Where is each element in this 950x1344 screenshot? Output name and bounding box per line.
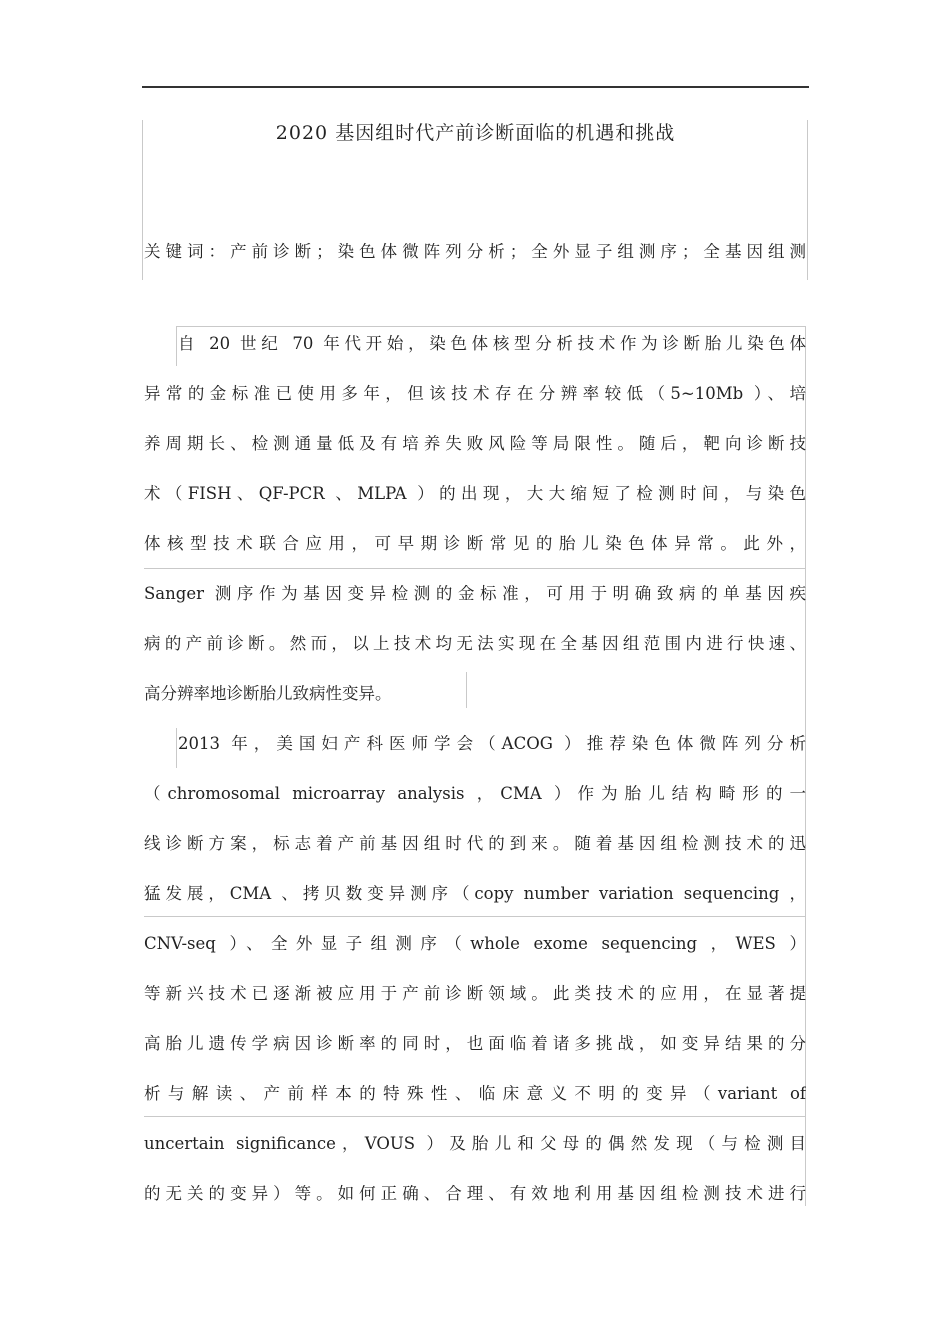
document-title: 2020 基因组时代产前诊断面临的机遇和挑战 [275,122,676,144]
text-line: 的无关的变异）等。如何正确、合理、有效地利用基因组检测技术进行 [144,1184,806,1203]
paragraph-end-marker [466,672,467,708]
text-line: 自 20 世纪 70 年代开始，染色体核型分析技术作为诊断胎儿染色体 [178,334,806,353]
indent-marker-2 [176,728,177,768]
text-line: 等新兴技术已逐渐被应用于产前诊断领域。此类技术的应用，在显著提 [144,984,806,1003]
text-line: 术（FISH、QF-PCR 、MLPA ）的出现，大大缩短了检测时间，与染色 [144,484,806,503]
text-line: 异常的金标准已使用多年，但该技术存在分辨率较低（5~10Mb ）、培 [144,384,806,403]
indent-marker-1 [176,326,177,366]
text-right-border [805,326,806,1206]
text-line: 线诊断方案，标志着产前基因组时代的到来。随着基因组检测技术的迅 [144,834,806,853]
row-divider [176,326,806,327]
text-line: 析与解读、产前样本的特殊性、临床意义不明的变异（variant of [144,1084,806,1103]
text-line: 高分辨率地诊断胎儿致病性变异。 [144,684,392,703]
text-line: 2013 年，美国妇产科医师学会（ACOG ）推荐染色体微阵列分析 [178,734,806,753]
text-line: Sanger 测序作为基因变异检测的金标准，可用于明确致病的单基因疾 [144,584,806,603]
text-line: CNV-seq ）、全外显子组测序（whole exome sequencing ，WES ） [144,934,806,953]
text-line: 体核型技术联合应用，可早期诊断常见的胎儿染色体异常。此外， [144,534,806,553]
text-line: （chromosomal microarray analysis ，CMA ）作为胎儿结构畸形的一 [144,784,806,803]
text-line: uncertain significance，VOUS ）及胎儿和父母的偶然发现（与检测目 [144,1134,806,1153]
header-rule [142,86,809,88]
row-divider [144,1116,806,1117]
text-line: 养周期长、检测通量低及有培养失败风险等局限性。随后，靶向诊断技 [144,434,806,453]
row-divider [144,568,806,569]
text-line: 猛发展，CMA 、拷贝数变异测序（copy number variation sequencing ， [144,884,806,903]
text-line: 病的产前诊断。然而，以上技术均无法实现在全基因组范围内进行快速、 [144,634,806,653]
text-line: 高胎儿遗传学病因诊断率的同时，也面临着诸多挑战，如变异结果的分 [144,1034,806,1053]
keywords-line: 关键词：产前诊断；染色体微阵列分析；全外显子组测序；全基因组测 [144,242,806,261]
row-divider [144,916,806,917]
